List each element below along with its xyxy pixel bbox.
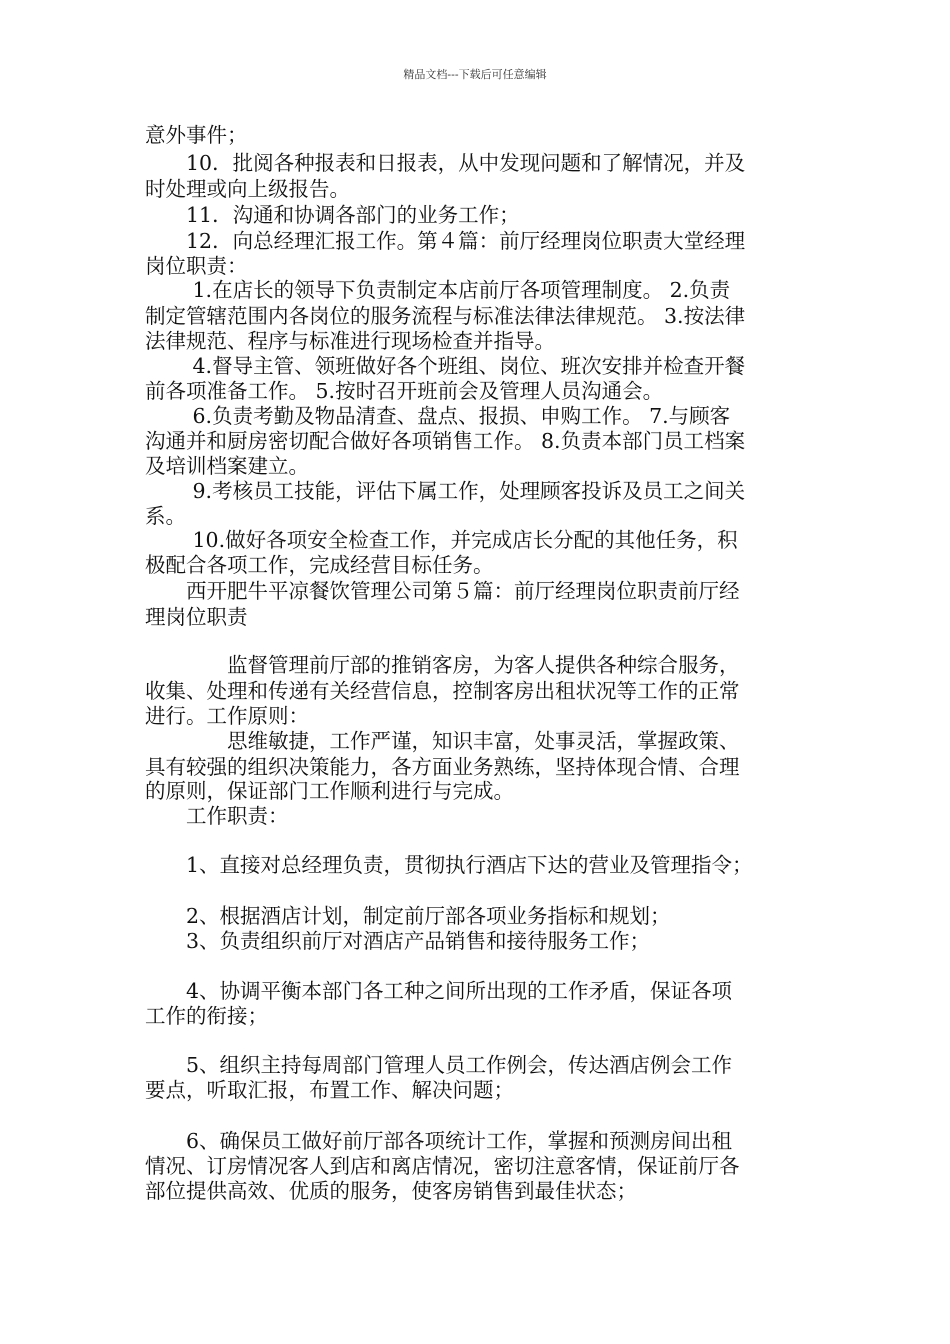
text-line: 11．沟通和协调各部门的业务工作； xyxy=(145,203,520,227)
text-line: 2、根据酒店计划，制定前厅部各项业务指标和规划； xyxy=(145,904,671,928)
text-line: 前各项准备工作。 5.按时召开班前会及管理人员沟通会。 xyxy=(145,379,664,403)
text-line: 极配合各项工作，完成经营目标任务。 xyxy=(145,553,494,577)
text-line: 的原则，保证部门工作顺利进行与完成。 xyxy=(145,779,514,803)
text-line: 理岗位职责 xyxy=(145,605,248,629)
text-line: 3、负责组织前厅对酒店产品销售和接待服务工作； xyxy=(145,929,651,953)
text-line: 进行。工作原则： xyxy=(145,704,309,728)
text-line: 6、确保员工做好前厅部各项统计工作，掌握和预测房间出租 xyxy=(145,1129,733,1153)
page-header: 精品文档---下载后可任意编辑 xyxy=(403,68,547,81)
text-line: 思维敏捷，工作严谨，知识丰富，处事灵活，掌握政策、 xyxy=(145,729,740,753)
text-line: 部位提供高效、优质的服务，使客房销售到最佳状态； xyxy=(145,1179,637,1203)
text-line: 1.在店长的领导下负责制定本店前厅各项管理制度。 2.负责 xyxy=(145,278,731,302)
text-line: 工作职责： xyxy=(145,804,289,828)
text-line: 岗位职责： xyxy=(145,254,248,278)
text-line: 制定管辖范围内各岗位的服务流程与标准法律法律规范。 3.按法律 xyxy=(145,304,746,328)
text-line: 10．批阅各种报表和日报表，从中发现问题和了解情况，并及 xyxy=(145,151,746,175)
text-line: 时处理或向上级报告。 xyxy=(145,177,350,201)
text-line: 监督管理前厅部的推销客房，为客人提供各种综合服务， xyxy=(145,653,740,677)
text-line: 10.做好各项安全检查工作，并完成店长分配的其他任务，积 xyxy=(145,528,738,552)
text-line: 4.督导主管、领班做好各个班组、岗位、班次安排并检查开餐 xyxy=(145,354,746,378)
text-line: 具有较强的组织决策能力，各方面业务熟练，坚持体现合情、合理 xyxy=(145,755,740,779)
text-line: 9.考核员工技能，评估下属工作，处理顾客投诉及员工之间关 xyxy=(145,479,746,503)
text-line: 情况、订房情况客人到店和离店情况，密切注意客情，保证前厅各 xyxy=(145,1154,740,1178)
text-line: 意外事件； xyxy=(145,123,248,147)
text-line: 西开肥牛平凉餐饮管理公司第５篇：前厅经理岗位职责前厅经 xyxy=(145,579,740,603)
text-line: 收集、处理和传递有关经营信息，控制客房出租状况等工作的正常 xyxy=(145,679,740,703)
text-line: 6.负责考勤及物品清查、盘点、报损、申购工作。 7.与顾客 xyxy=(145,404,731,428)
text-line: 1、直接对总经理负责，贯彻执行酒店下达的营业及管理指令； xyxy=(145,853,753,877)
text-line: 要点，听取汇报，布置工作、解决问题； xyxy=(145,1078,514,1102)
text-line: 沟通并和厨房密切配合做好各项销售工作。 8.负责本部门员工档案 xyxy=(145,429,746,453)
text-line: 12．向总经理汇报工作。第４篇：前厅经理岗位职责大堂经理 xyxy=(145,229,746,253)
text-line: 工作的衔接； xyxy=(145,1004,268,1028)
text-line: 法律规范、程序与标准进行现场检查并指导。 xyxy=(145,329,555,353)
text-line: 及培训档案建立。 xyxy=(145,454,309,478)
text-line: 5、组织主持每周部门管理人员工作例会，传达酒店例会工作 xyxy=(145,1053,733,1077)
text-line: 系。 xyxy=(145,504,186,528)
text-line: 4、协调平衡本部门各工种之间所出现的工作矛盾，保证各项 xyxy=(145,979,733,1003)
